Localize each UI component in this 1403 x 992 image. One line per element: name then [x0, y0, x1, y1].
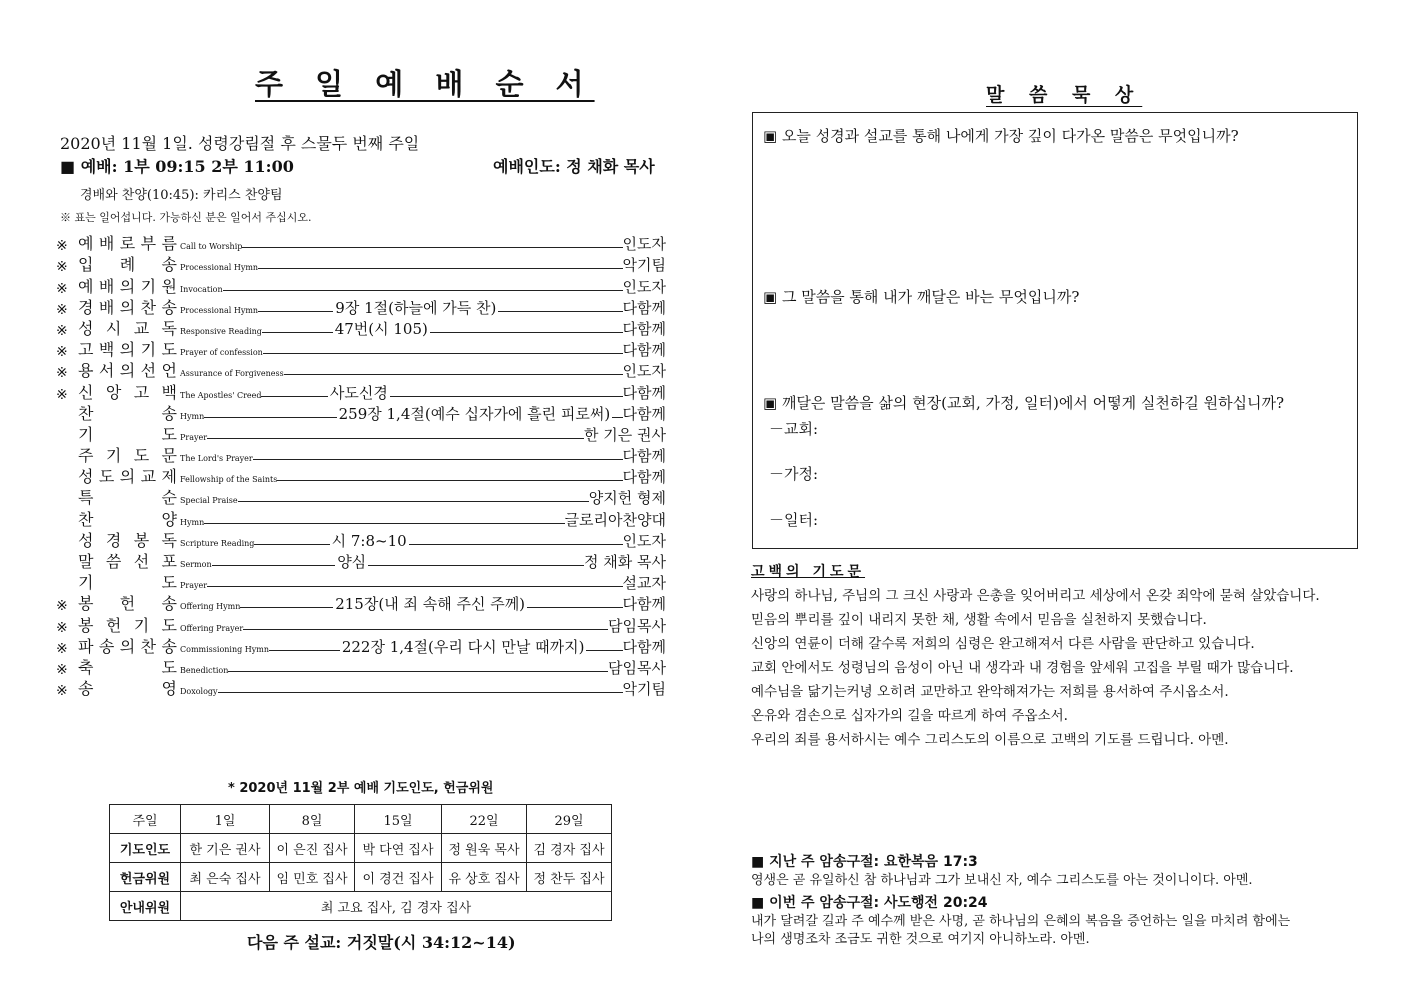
order-item-leader: 악기팀 [622, 256, 666, 275]
order-item [56, 508, 666, 529]
standing-mark: ※ [56, 386, 68, 403]
leader-line [586, 650, 622, 651]
leader-line [258, 311, 333, 312]
leader-line [242, 247, 622, 248]
next-sermon: 다음 주 설교: 거짓말(시 34:12~14) [247, 933, 516, 952]
order-item-name-char: 독 [161, 530, 178, 550]
order-item-name-char: 송 [161, 297, 178, 317]
order-item-name [78, 613, 178, 636]
order-item-leader: 악기팀 [622, 680, 666, 699]
order-item-detail: 215장(내 죄 속해 주신 주께) [335, 595, 526, 614]
prayer-table-title: * 2020년 11월 2부 예배 기도인도, 헌금위원 [228, 781, 494, 796]
this-verse-text-2: 나의 생명조차 조금도 귀한 것으로 여기지 아니하노라. 아멘. [751, 932, 1090, 947]
order-item-detail: 양심 [337, 553, 367, 571]
table-cell: 정 원욱 목사 [442, 834, 527, 863]
order-item-english: Prayer [180, 581, 208, 591]
worship-times: ■ 예배: 1부 09:15 2부 11:00 [60, 157, 294, 176]
order-item [56, 254, 666, 275]
order-item-name-char: 포 [161, 552, 178, 571]
order-item-name [78, 401, 178, 424]
leader-line [269, 650, 340, 651]
leader-line [204, 417, 336, 418]
order-item-english: Hymn [180, 411, 205, 421]
order-item-name [78, 252, 178, 275]
table-header: 1일 [181, 805, 270, 834]
order-item-detail: 222장 1,4절(우리 다시 만날 때까지) [341, 637, 585, 656]
table-cell: 박 다연 집사 [355, 834, 442, 863]
leader-line [284, 374, 623, 375]
confession-line: 사랑의 하나님, 주님의 그 크신 사랑과 은총을 잊어버리고 세상에서 온갖 죄악에 묻혀 살았습니다. [751, 588, 1320, 604]
standing-mark: ※ [56, 322, 68, 339]
order-item-name-char: 의 [119, 361, 137, 381]
order-item-name-char: 예 [78, 234, 95, 254]
order-item-leader: 다함께 [622, 319, 666, 338]
order-item-name-char: 영 [161, 679, 178, 699]
leader-line [228, 671, 608, 672]
order-item-name-char: 의 [119, 636, 137, 656]
order-item-name-char: 서 [98, 361, 116, 381]
confession-prayer [751, 584, 1320, 752]
order-item-name-char: 찬 [78, 403, 95, 423]
order-item-english: Prayer of confession [180, 348, 263, 358]
order-item-name-char: 도 [161, 615, 178, 635]
order-item-name-char: 고 [133, 382, 151, 402]
standing-mark: ※ [56, 619, 68, 636]
answer-work: －일터: [769, 511, 819, 529]
order-item-name-char: 고 [78, 340, 95, 360]
leader-line [612, 417, 622, 418]
order-item-name-char: 송 [78, 679, 95, 699]
order-item-name-char: 송 [161, 636, 178, 656]
order-item-name-char: 기 [105, 446, 123, 466]
leader-line [238, 501, 589, 502]
order-item-name-char: 의 [119, 276, 137, 296]
order-item-name-char: 문 [161, 446, 178, 466]
order-item-name [78, 295, 178, 318]
order-item-english: The Lord's Prayer [180, 454, 253, 464]
order-item-name-char: 축 [78, 657, 95, 677]
leader-line [409, 544, 623, 545]
order-item-name-char: 입 [78, 255, 95, 275]
standing-note: ※ 표는 일어섭니다. 가능하신 분은 일어서 주십시오. [60, 211, 312, 224]
order-item [56, 593, 666, 614]
order-item-name-char: 름 [161, 234, 178, 254]
order-item-leader: 다함께 [622, 341, 666, 360]
order-item-leader: 다함께 [622, 383, 666, 402]
table-cell: 이 은진 집사 [270, 834, 355, 863]
standing-mark: ※ [56, 259, 68, 276]
order-item-name-char: 원 [161, 276, 178, 296]
table-cell: 최 은숙 집사 [181, 863, 270, 892]
table-cell: 안내위원 [110, 892, 181, 921]
order-item-name-char: 제 [161, 467, 178, 487]
order-item-english: Commissioning Hymn [180, 644, 270, 654]
order-item-name [78, 380, 178, 403]
order-item-english: Prayer [180, 432, 208, 442]
order-item-name-char: 도 [161, 340, 178, 360]
table-cell: 헌금위원 [110, 863, 181, 892]
standing-mark: ※ [56, 661, 68, 678]
order-item-name-char: 기 [133, 615, 151, 635]
order-item-leader: 다함께 [622, 447, 666, 466]
leader-line [223, 290, 623, 291]
order-item [56, 381, 666, 402]
standing-mark: ※ [56, 344, 68, 361]
answer-church: －교회: [769, 420, 819, 438]
order-item-name-char: 앙 [105, 382, 123, 402]
order-item-leader: 글로리아찬양대 [564, 510, 666, 529]
table-row [110, 834, 612, 863]
order-item-english: Processional Hymn [180, 263, 259, 273]
order-item [56, 487, 666, 508]
table-header: 주일 [110, 805, 181, 834]
order-item-name-char: 배 [98, 297, 116, 317]
confession-line: 교회 안에서도 성령님의 음성이 아닌 내 생각과 내 경험을 앞세워 고집을 부릴 때가 많습니다. [751, 660, 1294, 676]
leader-line [262, 332, 333, 333]
order-item-name-char: 양 [161, 509, 178, 529]
leader-line [390, 396, 623, 397]
order-item-name [78, 274, 178, 297]
order-item-name-char: 의 [119, 340, 137, 360]
order-item [56, 339, 666, 360]
leader-line [253, 459, 623, 460]
order-item-name-char: 기 [140, 340, 158, 360]
order-item-name [78, 528, 178, 551]
order-item [56, 530, 666, 551]
order-item-detail: 259장 1,4절(예수 십자가에 흘린 피로써) [338, 404, 611, 423]
order-item-leader: 설교자 [622, 574, 666, 593]
order-item [56, 424, 666, 445]
table-cell: 이 경건 집사 [355, 863, 442, 892]
order-item-name [78, 549, 178, 572]
page-title: 주 일 예 배 순 서 [255, 67, 595, 101]
standing-mark: ※ [56, 238, 68, 255]
order-item-english: Hymn [180, 517, 205, 527]
standing-mark: ※ [56, 365, 68, 382]
order-item-name-char: 주 [78, 446, 95, 466]
order-item-name-char: 선 [133, 552, 151, 571]
leader-line [254, 544, 329, 545]
order-item-name [78, 570, 178, 593]
order-item-english: Processional Hymn [180, 305, 259, 315]
order-item-detail: 47번(시 105) [334, 319, 428, 338]
leader-line [527, 607, 622, 608]
order-item-name-char: 찬 [140, 636, 158, 656]
confession-line: 신앙의 연륜이 더해 갈수록 저희의 심령은 완고해져서 다른 사람을 판단하고 있습니다. [751, 636, 1255, 652]
order-item [56, 318, 666, 339]
order-item-name-char: 백 [98, 340, 116, 360]
table-cell: 유 상호 집사 [442, 863, 527, 892]
order-item-name-char: 성 [78, 530, 95, 550]
order-item-name-char: 예 [78, 276, 95, 296]
order-item-leader: 정 채화 목사 [584, 553, 666, 571]
order-item-leader: 담임목사 [608, 616, 666, 635]
prayer-table [109, 804, 612, 921]
order-of-worship [56, 233, 666, 699]
order-item-name-char: 교 [140, 467, 158, 487]
standing-mark: ※ [56, 640, 68, 657]
table-header-row [110, 805, 612, 834]
order-item-name-char: 도 [161, 573, 178, 593]
praise-time: 경배와 찬양(10:45): 카리스 찬양팀 [80, 188, 283, 203]
order-item-name-char: 찬 [140, 297, 158, 317]
order-item [56, 678, 666, 699]
order-item-name-char: 봉 [133, 530, 151, 550]
table-cell: 정 찬두 집사 [527, 863, 612, 892]
order-item-leader: 인도자 [622, 362, 666, 381]
order-item-english: Invocation [180, 284, 223, 294]
order-item-name-char: 배 [98, 234, 116, 254]
order-item [56, 614, 666, 635]
order-item-name-char: 송 [161, 403, 178, 423]
order-item-name [78, 358, 178, 381]
this-verse-text-1: 내가 달려갈 길과 주 예수께 받은 사명, 곧 하나님의 은혜의 복음을 증언하는 일을 마치려 함에는 [751, 914, 1291, 929]
order-item-leader: 양지헌 형제 [588, 489, 666, 508]
order-item-name-char: 송 [98, 636, 116, 656]
answer-home: －가정: [769, 465, 819, 483]
confession-line: 예수님을 닮기는커녕 오히려 교만하고 완악해져가는 저희를 용서하여 주시옵소서. [751, 684, 1229, 700]
leader-line [261, 396, 327, 397]
order-item-name-char: 송 [161, 594, 178, 614]
order-item-english: Assurance of Forgiveness [180, 369, 284, 379]
order-item [56, 403, 666, 424]
order-item-name-char: 경 [105, 530, 123, 550]
order-item [56, 233, 666, 254]
leader-line [263, 353, 623, 354]
question-3: ▣ 깨달은 말씀을 삶의 현장(교회, 가정, 일터)에서 어떻게 실천하길 원하십니까? [763, 394, 1285, 412]
order-item-name-char: 봉 [78, 615, 95, 635]
order-item-english: Responsive Reading [180, 326, 262, 336]
order-item [56, 636, 666, 657]
table-cell: 기도인도 [110, 834, 181, 863]
order-item [56, 657, 666, 678]
meditation-title: 말 씀 묵 상 [986, 84, 1143, 106]
order-item-english: Doxology [180, 687, 218, 697]
order-item [56, 572, 666, 593]
leader-line [207, 438, 584, 439]
order-item-name [78, 485, 178, 508]
table-cell: 김 경자 집사 [527, 834, 612, 863]
order-item-name [78, 676, 178, 699]
order-item-english: Offering Hymn [180, 602, 241, 612]
order-item-name-char: 독 [161, 318, 178, 338]
order-item [56, 551, 666, 572]
order-item-name-char: 례 [119, 255, 137, 275]
order-item-name [78, 464, 178, 487]
order-item-name-char: 의 [119, 467, 137, 487]
order-item-leader: 인도자 [622, 277, 666, 296]
order-item-name [78, 443, 178, 466]
leader-line [204, 523, 564, 524]
order-item-name-char: 봉 [78, 594, 95, 614]
table-cell: 최 고요 집사, 김 경자 집사 [181, 892, 612, 921]
order-item-name-char: 씀 [105, 552, 123, 571]
order-item [56, 297, 666, 318]
order-item-leader: 담임목사 [608, 658, 666, 677]
order-item-english: Call to Worship [180, 242, 243, 252]
standing-mark: ※ [56, 683, 68, 700]
order-item-leader: 인도자 [622, 531, 666, 550]
order-item-name [78, 655, 178, 678]
order-item-name-char: 기 [78, 573, 95, 593]
order-item-name [78, 316, 178, 339]
confession-line: 믿음의 뿌리를 깊이 내리지 못한 채, 생활 속에서 믿음을 실천하지 못했습니다. [751, 612, 1207, 628]
order-item-name-char: 의 [119, 297, 137, 317]
leader-line [368, 565, 584, 566]
order-item-detail: 사도신경 [329, 383, 388, 402]
standing-mark: ※ [56, 598, 68, 615]
order-item-english: The Apostles' Creed [180, 390, 262, 400]
order-item-english: Offering Prayer [180, 623, 244, 633]
order-item-name-char: 기 [140, 276, 158, 296]
order-item-name-char: 교 [133, 318, 151, 338]
order-item-name-char: 언 [161, 361, 178, 381]
order-item-name-char: 순 [161, 488, 178, 508]
order-item-name-char: 백 [161, 382, 178, 402]
order-item-name-char: 선 [140, 361, 158, 381]
leader-line [212, 565, 336, 566]
meditation-box [752, 112, 1358, 549]
order-item-name-char: 부 [140, 234, 158, 254]
order-item-name [78, 634, 178, 657]
confession-title: 고백의 기도문 [751, 564, 866, 580]
table-header: 22일 [442, 805, 527, 834]
question-1: ▣ 오늘 성경과 설교를 통해 나에게 가장 깊이 다가온 말씀은 무엇입니까? [763, 127, 1239, 145]
last-verse-text: 영생은 곧 유일하신 참 하나님과 그가 보내신 자, 예수 그리스도를 아는 것이니이다. 아멘. [751, 873, 1253, 888]
order-item-name-char: 도 [133, 446, 151, 466]
order-item-english: Sermon [180, 560, 212, 569]
order-item-name-char: 찬 [78, 509, 95, 529]
confession-line: 온유와 겸손으로 십자가의 길을 따르게 하여 주옵소서. [751, 708, 1068, 724]
table-row [110, 863, 612, 892]
last-verse-heading: ■ 지난 주 암송구절: 요한복음 17:3 [751, 854, 978, 870]
leader-line [240, 607, 333, 608]
confession-line: 우리의 죄를 용서하시는 예수 그리스도의 이름으로 고백의 기도를 드립니다. 아멘. [751, 732, 1229, 748]
order-item-name [78, 337, 178, 360]
this-verse-heading: ■ 이번 주 암송구절: 사도행전 20:24 [751, 895, 988, 911]
order-item-leader: 다함께 [622, 595, 666, 614]
order-item-name-char: 경 [78, 297, 95, 317]
leader-line [218, 692, 623, 693]
order-item-leader: 다함께 [622, 468, 666, 487]
order-item-name [78, 231, 178, 254]
order-item-name-char: 도 [161, 424, 178, 444]
order-item [56, 360, 666, 381]
leader-line [207, 586, 622, 587]
leader-line [430, 332, 623, 333]
order-item-name-char: 용 [78, 361, 95, 381]
order-item-leader: 인도자 [622, 235, 666, 254]
order-item-name [78, 422, 178, 445]
leader-line [277, 480, 622, 481]
order-item-name-char: 도 [98, 467, 116, 487]
leader-line [498, 311, 622, 312]
order-item-name-char: 송 [161, 255, 178, 275]
order-item-english: Fellowship of the Saints [180, 475, 278, 485]
order-item-name-char: 시 [105, 318, 123, 338]
table-cell: 한 기은 권사 [181, 834, 270, 863]
order-item-name-char: 도 [161, 657, 178, 677]
order-item-name-char: 배 [98, 276, 116, 296]
order-item-detail: 9장 1절(하늘에 가득 찬) [335, 298, 497, 317]
worship-leader: 예배인도: 정 채화 목사 [493, 157, 655, 176]
order-item-leader: 다함께 [622, 637, 666, 656]
order-item-detail: 시 7:8~10 [331, 531, 407, 550]
leader-line [258, 268, 622, 269]
order-item-leader: 한 기은 권사 [584, 425, 666, 444]
order-item-name-char: 헌 [119, 594, 137, 614]
order-item-name-char: 말 [78, 552, 95, 571]
standing-mark: ※ [56, 280, 68, 297]
order-item-name-char: 특 [78, 488, 95, 508]
order-item [56, 275, 666, 296]
order-item-name-char: 신 [78, 382, 95, 402]
order-item-name-char: 성 [78, 467, 95, 487]
order-item-english: Scripture Reading [180, 538, 255, 548]
table-cell: 임 민호 집사 [270, 863, 355, 892]
order-item-english: Special Praise [180, 496, 238, 506]
service-date: 2020년 11월 1일. 성령강림절 후 스물두 번째 주일 [60, 134, 420, 153]
standing-mark: ※ [56, 301, 68, 318]
order-item-name-char: 성 [78, 318, 95, 338]
order-item [56, 466, 666, 487]
order-item-leader: 다함께 [622, 404, 666, 423]
order-item-english: Benediction [180, 665, 229, 675]
question-2: ▣ 그 말씀을 통해 내가 깨달은 바는 무엇입니까? [763, 288, 1080, 306]
order-item-name-char: 헌 [105, 615, 123, 635]
order-item-name [78, 507, 178, 530]
order-item [56, 445, 666, 466]
order-item-name [78, 591, 178, 614]
order-item-name-char: 기 [78, 424, 95, 444]
order-item-name-char: 로 [119, 234, 137, 254]
table-header: 29일 [527, 805, 612, 834]
table-row [110, 892, 612, 921]
table-header: 15일 [355, 805, 442, 834]
table-header: 8일 [270, 805, 355, 834]
leader-line [243, 629, 608, 630]
order-item-leader: 다함께 [622, 298, 666, 317]
order-item-name-char: 파 [78, 636, 95, 656]
